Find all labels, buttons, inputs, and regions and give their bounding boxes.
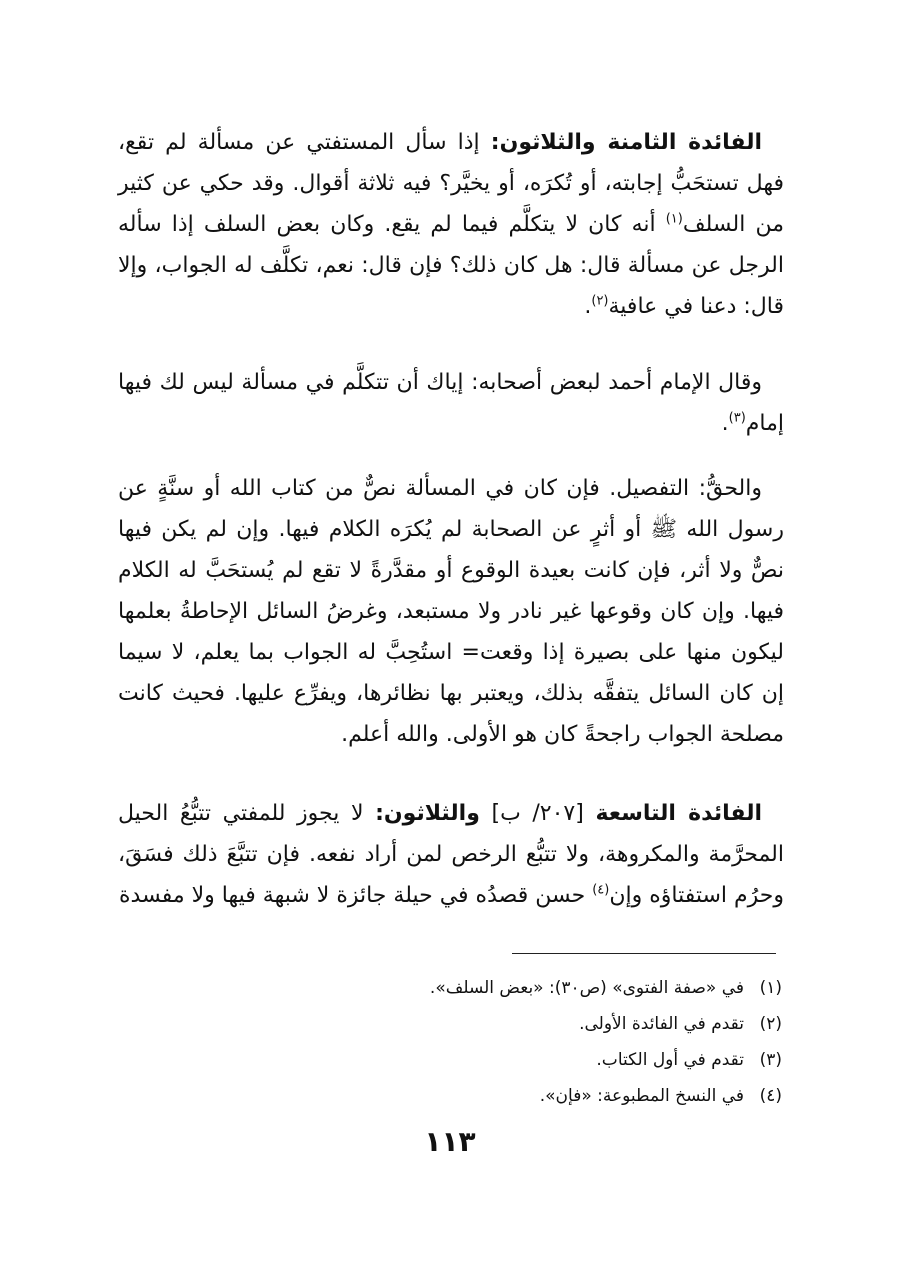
paragraph-text: والحقُّ: التفصيل. فإن كان في المسألة نصٌّ من كتاب الله أو سنَّةٍ عن رسول الله ﷺ أو أثرٍ عن الصحابة لم يُكرَه الكلام فيها. وإن لم يكن فيها نصٌّ ولا أثر، فإن كانت بعيدة الوقوع أو مقدَّرةً لا تقع لم يُستحَبَّ له الكلام فيها. وإن كان وقوعها غير نادر ولا مستبعد، وغرضُ السائل الإحاطةُ بعلمها ليكون منها على بصيرة إذا وقعت= استُحِبَّ له الجواب بما يعلم، لا سيما إن كان السائل يتفقَّه بذلك، ويعتبر بها نظائرها، ويفرِّع عليها. فحيث كانت مصلحة الجواب راجحةً كان هو الأولى. والله أعلم. [118,476,784,747]
paragraph-imam-ahmad [118,362,784,444]
paragraph-thirty-eighth-benefit [118,122,784,327]
footnote-number: (٣) [759,1050,782,1070]
manuscript-page-ref: [٢٠٧/ ب] [479,801,596,826]
footnote-number: (١) [759,978,782,998]
footnote-divider [512,953,776,954]
paragraph-heading-continued: والثلاثون: [375,801,480,826]
paragraph-text: إذا سأل المستفتي عن مسألة لم تقع، فهل تستحَبُّ إجابته، أو تُكرَه، أو يخيَّر؟ فيه ثلاثة أقوال. وقد حكي عن كثير من السلف [118,130,784,237]
paragraph-text: حسن قصدُه في حيلة جائزة لا شبهة فيها ولا مفسدة [119,883,593,908]
paragraph-text: أنه كان لا يتكلَّم فيما لم يقع. وكان بعض السلف إذا سأله الرجل عن مسألة قال: هل كان ذلك؟ فإن قال: نعم، تكلَّف له الجواب، وإلا قال: دعنا في عافية [118,212,784,319]
paragraph-text: . [584,294,592,319]
footnote-ref[interactable]: (٤) [592,882,610,898]
footnote-item [118,970,782,1006]
footnote-text: في «صفة الفتوى» (ص٣٠): «بعض السلف». [429,978,744,998]
footnote-item [118,1006,782,1042]
footnote-item [118,1042,782,1078]
footnote-number: (٤) [759,1086,782,1106]
footnote-text: تقدم في الفائدة الأولى. [579,1014,744,1034]
footnote-ref[interactable]: (٢) [591,293,609,309]
paragraph-the-truth [118,468,784,755]
footnotes [118,970,782,1114]
page-number: ١١٣ [424,1125,476,1158]
footnote-ref[interactable]: (١) [665,211,683,227]
footnote-item [118,1078,782,1114]
paragraph-text: وقال الإمام أحمد لبعض أصحابه: إياك أن تتكلَّم في مسألة ليس لك فيها إمام [118,370,784,436]
footnote-text: في النسخ المطبوعة: «فإن». [539,1086,744,1106]
footnote-text: تقدم في أول الكتاب. [596,1050,744,1070]
paragraph-text: لا يجوز للمفتي تتبُّعُ الحيل المحرَّمة والمكروهة، ولا تتبُّع الرخص لمن أراد نفعه. فإن تتبَّعَ ذلك فسَقَ، وحرُم استفتاؤه وإن [118,801,784,908]
footnote-number: (٢) [759,1014,782,1034]
paragraph-heading: الفائدة التاسعة [595,801,762,826]
footnote-ref[interactable]: (٣) [728,410,746,426]
paragraph-text: . [721,411,729,436]
paragraph-heading: الفائدة الثامنة والثلاثون: [490,130,763,155]
paragraph-thirty-ninth-benefit [118,793,784,916]
